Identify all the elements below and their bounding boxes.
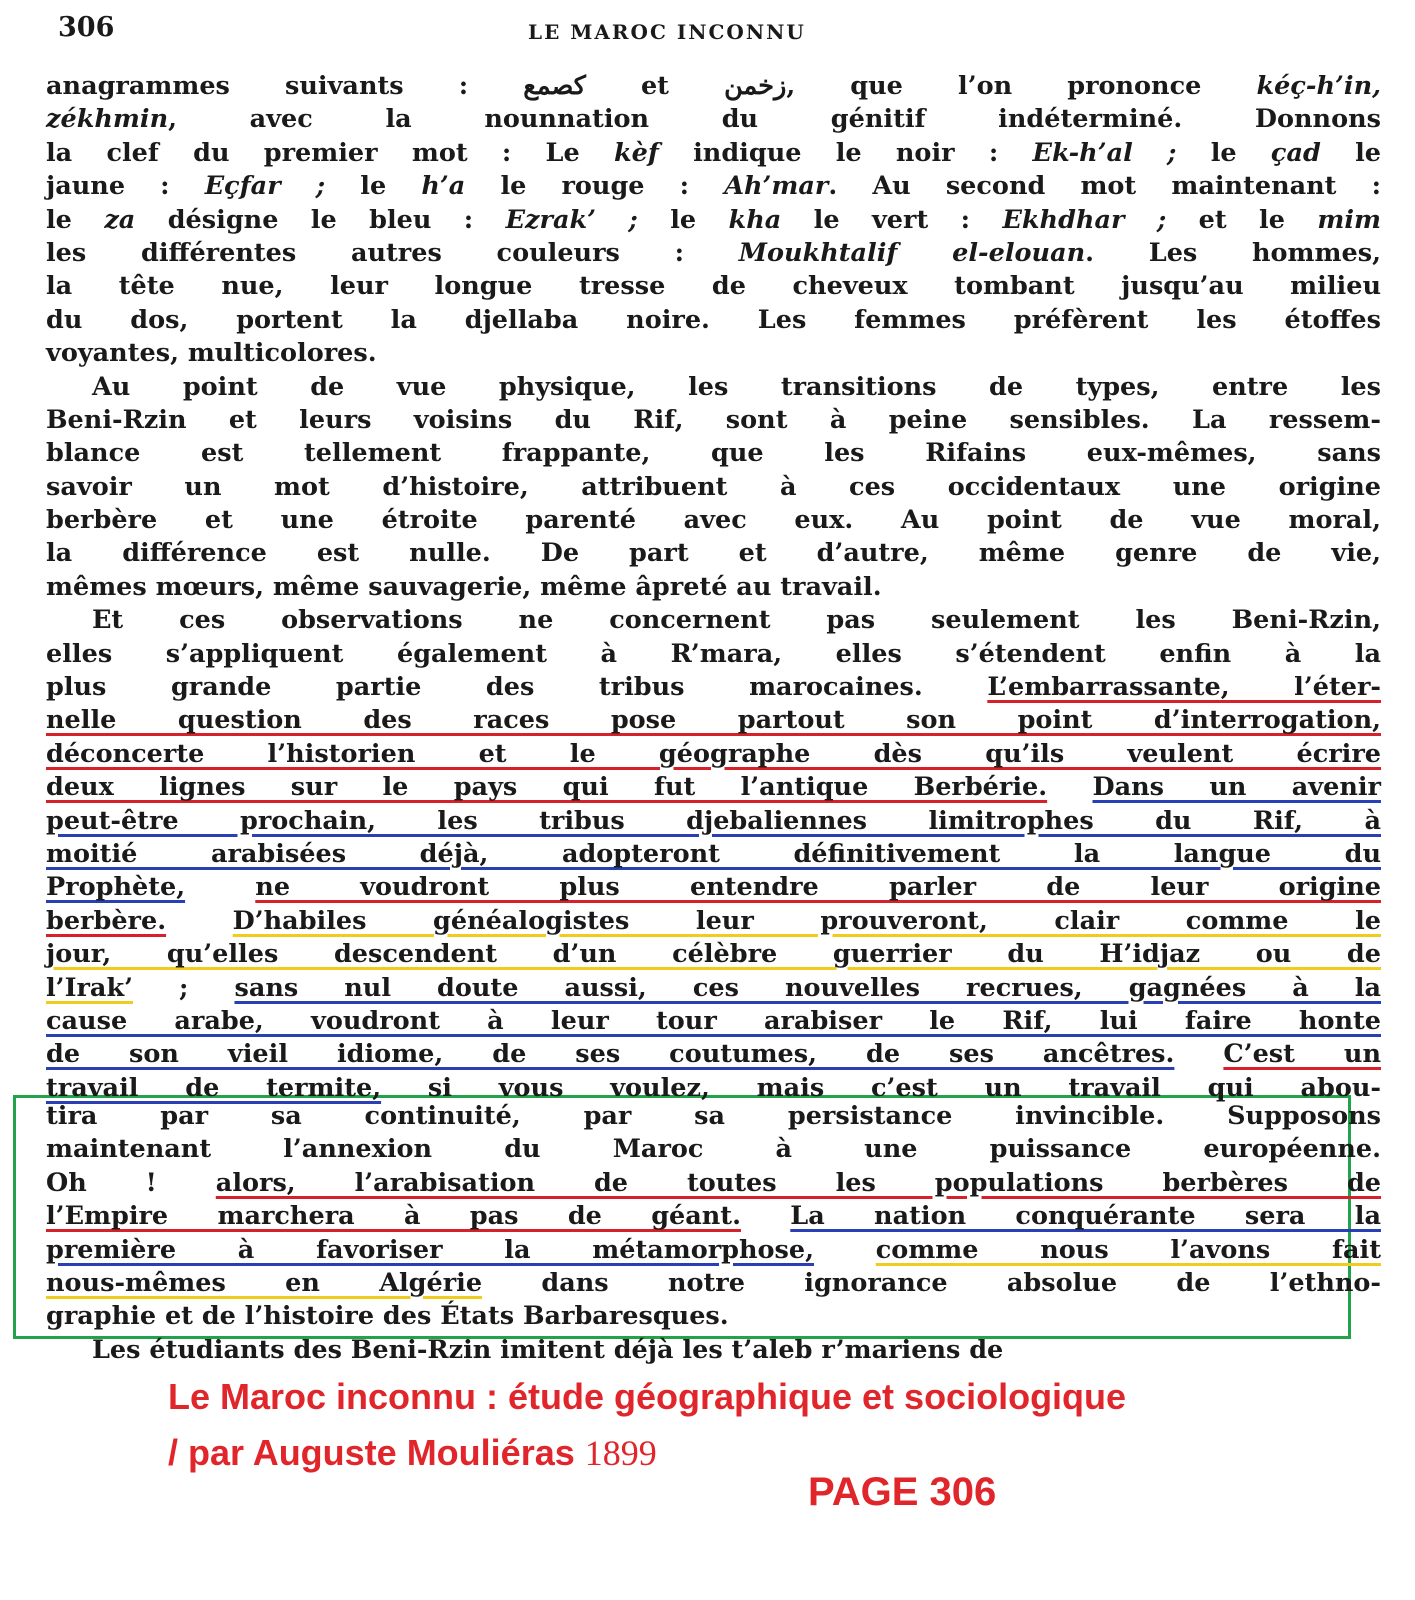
text-line [46,237,1381,270]
text-line [46,1300,1381,1333]
text-segment: Les étudiants des Beni-Rzin imitent déjà les t’aleb r’mariens de [92,1334,1004,1365]
text-line [46,1100,1381,1133]
text-segment: berbère et une étroite parenté avec eux. Au point de vue moral, [46,505,1381,536]
text-line [46,537,1381,570]
underlined-phrase-blue: peut-être prochain, les tribus djebaliennes limitrophes du Rif, à [46,805,1381,836]
text-segment: , avec la nounnation du génitif indéterminé. Donnons [168,104,1381,135]
text-segment [1047,772,1092,802]
text-segment: kéç-h’in, [1256,71,1381,101]
text-segment: zékhmin [46,104,169,135]
text-line [46,1133,1381,1166]
text-segment: indique le noir : [658,137,1033,168]
text-segment: les différentes autres couleurs : [46,237,739,268]
text-segment: savoir un mot d’histoire, attribuent à ces occidentaux une origine [46,471,1381,502]
text-segment: Ek-h’al ; [1032,137,1177,168]
text-line [46,738,1381,771]
text-segment: Et ces observations ne concernent pas seulement les Beni-Rzin, [92,605,1381,636]
text-segment: kèf [613,137,659,168]
caption-author-text: / par Auguste Mouliéras [168,1432,575,1473]
underlined-phrase-blue: première à favoriser la métamorphose, [46,1234,815,1265]
text-line [46,1234,1381,1267]
text-line [46,437,1381,470]
text-line [46,70,1381,103]
text-segment: graphie et de l’histoire des États Barbaresques. [46,1301,729,1332]
page-label: PAGE 306 [808,1470,997,1514]
underlined-phrase-red: L’embarrassante, l’éter- [987,672,1381,703]
text-line [46,304,1381,337]
text-segment: ; [133,972,235,1003]
text-line [46,371,1381,404]
text-segment: Ezrak’ ; [505,204,638,235]
underlined-phrase-yellow: comme nous l’avons fait [875,1234,1381,1265]
text-segment: Beni-Rzin et leurs voisins du Rif, sont à peine sensibles. La ressem- [46,404,1381,435]
text-segment: le [1320,137,1381,168]
underlined-phrase-blue: de son vieil idiome, de ses coutumes, de ses ancêtres. [46,1039,1175,1070]
text-line [46,1334,1381,1367]
text-segment: çad [1270,137,1321,168]
body-text [46,70,1381,1105]
text-segment: le [637,204,729,235]
caption-author [168,1432,657,1474]
text-line [46,337,1381,370]
page-header [58,8,1357,52]
text-line [46,604,1381,637]
underlined-phrase-yellow: D’habiles généalogistes leur prouveront, clair comme le [232,905,1381,936]
text-segment: mim [1317,204,1381,235]
text-segment: za [104,204,136,235]
text-line [46,838,1381,871]
text-segment: mêmes mœurs, même sauvagerie, même âpreté au travail. [46,571,882,602]
underlined-phrase-yellow: nous-mêmes en Algérie [46,1267,483,1298]
text-line [46,270,1381,303]
text-segment: Ekhdhar ; [1002,204,1167,235]
text-segment: le rouge : [465,171,725,202]
text-line [46,137,1381,170]
text-segment: kha [728,204,782,235]
underlined-phrase-blue: La nation conquérante sera la [790,1201,1381,1232]
text-line [46,1167,1381,1200]
underlined-phrase-red: ne voudront plus entendre parler de leur origine [255,872,1381,903]
text-line [46,871,1381,904]
underlined-phrase-red: deux lignes sur le pays qui fut l’antique Berbérie. [46,772,1048,803]
text-line [46,905,1381,938]
text-segment: et le [1166,204,1318,235]
text-line [46,103,1381,136]
text-segment: Ah’mar [724,171,829,202]
text-line [46,504,1381,537]
underlined-phrase-red: nelle question des races pose partout son point d’interrogation, [46,705,1381,736]
text-segment: elles s’appliquent également à R’mara, elles s’étendent enfin à la [46,638,1381,669]
text-segment: tira par sa continuité, par sa persistance invincible. Supposons [46,1101,1381,1131]
underlined-phrase-blue: travail de termite, [46,1072,382,1103]
text-line [46,938,1381,971]
text-segment: la différence est nulle. De part et d’autre, même genre de vie, [46,538,1381,569]
text-segment: la clef du premier mot : Le [46,137,614,168]
text-line [46,638,1381,671]
text-segment: le [46,204,105,235]
underlined-phrase-blue: cause arabe, voudront à leur tour arabiser le Rif, lui faire honte [46,1005,1381,1036]
text-segment: la tête nue, leur longue tresse de cheveux tombant jusqu’au milieu [46,271,1381,302]
caption-title: Le Maroc inconnu : étude géographique et sociologique [168,1376,1127,1417]
text-segment [741,1201,790,1231]
text-segment [185,872,255,902]
text-line [46,771,1381,804]
text-segment: le [1176,137,1271,168]
text-line [46,571,1381,604]
text-segment: si vous voulez, mais c’est un travail qui abou- [381,1072,1381,1103]
text-segment: Moukhtalif el-elouan [738,237,1086,268]
text-segment: le vert : [781,204,1003,235]
text-segment: blance est tellement frappante, que les Rifains eux-mêmes, sans [46,438,1381,469]
underlined-phrase-red: berbère. [46,905,167,936]
underlined-phrase-blue: Dans un avenir [1092,772,1381,803]
underlined-phrase-yellow: jour, qu’elles descendent d’un célèbre guerrier du H’idjaz ou de [46,939,1381,970]
underlined-phrase-blue: Prophète, [46,872,186,903]
body-text-boxed [46,1100,1381,1367]
text-segment [1174,1039,1223,1069]
running-title: LE MAROC INCONNU [528,20,806,44]
underlined-phrase-blue: moitié arabisées déjà, adopteront définitivement la langue du [46,838,1381,869]
text-segment: dans notre ignorance absolue de l’ethno- [482,1267,1382,1298]
underlined-phrase-blue: sans nul doute aussi, ces nouvelles recrues, gagnées à la [234,972,1381,1003]
text-line [46,1005,1381,1038]
caption-year: 1899 [584,1433,657,1473]
page-number: 306 [58,12,115,43]
text-segment: . Au second mot maintenant : [828,171,1381,202]
text-line [46,1267,1381,1300]
text-line [46,1038,1381,1071]
text-segment: le [325,171,422,202]
underlined-phrase-red: l’Empire marchera à pas de géant. [46,1201,741,1232]
text-line [46,671,1381,704]
text-line [46,805,1381,838]
text-line [46,704,1381,737]
text-segment: Oh ! [46,1167,216,1198]
text-line [46,204,1381,237]
text-segment: h’a [421,171,466,202]
text-line [46,404,1381,437]
text-segment: voyantes, multicolores. [46,338,377,369]
text-segment: maintenant l’annexion du Maroc à une puissance européenne. [46,1134,1381,1165]
text-segment [814,1235,876,1265]
text-segment: Au point de vue physique, les transitions de types, entre les [92,371,1381,402]
text-line [46,170,1381,203]
text-line [46,471,1381,504]
underlined-phrase-red: déconcerte l’historien et le géographe dès qu’ils veulent écrire [46,738,1381,769]
text-segment: anagrammes suivants : كصمع et زخمن, que l’on prononce [46,71,1257,101]
underlined-phrase-red: alors, l’arabisation de toutes les populations berbères de [215,1167,1381,1198]
text-segment: jaune : [46,171,205,202]
text-segment: désigne le bleu : [135,204,506,235]
text-segment: plus grande partie des tribus marocaines. [46,672,988,703]
text-segment: Eçfar ; [204,171,326,202]
underlined-phrase-yellow: l’Irak’ [46,972,133,1003]
text-segment [166,906,233,936]
text-segment: . Les hommes, [1085,237,1381,268]
text-line [46,1200,1381,1233]
underlined-phrase-red: C’est un [1223,1039,1381,1070]
text-segment: du dos, portent la djellaba noire. Les femmes préfèrent les étoffes [46,304,1381,335]
text-line [46,972,1381,1005]
